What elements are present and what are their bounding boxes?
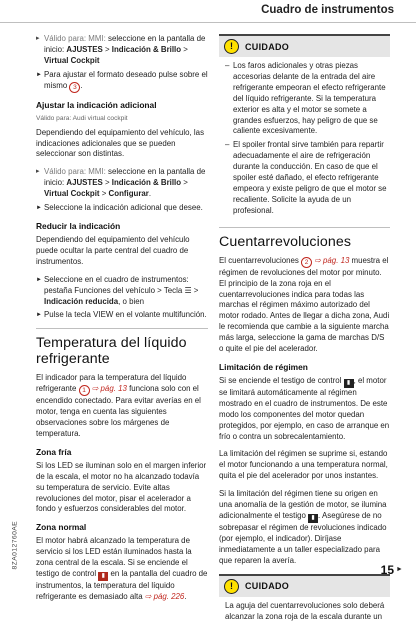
document-code-text: 8ZA012760AE — [11, 520, 19, 570]
page-link[interactable]: ⇨ pág. 13 — [312, 255, 350, 265]
menu-key-icon: ☰ — [184, 285, 192, 295]
separator: > — [102, 44, 112, 54]
page-header-title: Cuadro de instrumentos — [261, 4, 394, 16]
normal-paragraph — [36, 536, 208, 603]
continue-arrow-icon: ► — [396, 566, 403, 573]
menu-path-reducida: Indicación reducida — [44, 296, 119, 306]
right-column — [219, 34, 390, 632]
reducir-paragraph: Dependiendo del equipamiento del vehículo puede ocultar la parte central del cuadro de instrumentos. — [36, 234, 190, 266]
ajustar-validity: Válido para: Audi virtual cockpit — [36, 114, 128, 122]
ajustar-paragraph: Dependiendo del equipamiento del vehículo, las indicaciones adicionales que se pueden seleccionar son distintas. — [36, 127, 205, 159]
caution-header — [219, 36, 390, 57]
menu-path-cockpit: Virtual Cockpit — [44, 189, 100, 199]
menu-path-configurar: Configurar — [108, 189, 149, 199]
lim-text: , el motor se limitará automáticamente al régimen mostrado en el cuadro de instrumentos. De este modo los componentes del motor quedan protegidos, por ejemplo, en caso de arranque en frío o contra un sobrecalentamiento. — [219, 375, 390, 441]
heading-temperatura: Temperatura del líquido refrigerante — [36, 328, 208, 367]
caution-body — [219, 57, 390, 217]
caution-title: CUIDADO — [245, 41, 290, 52]
menu-path-brillo: Indicación & Brillo — [111, 44, 182, 54]
tacho-text: El cuentarrevoluciones — [219, 255, 302, 265]
menu-path-ajustes: AJUSTES — [66, 178, 103, 188]
step-tail: , o bien — [118, 296, 144, 306]
heading-reducir: Reducir la indicación — [36, 220, 121, 231]
temp-text: El indicador para la temperatura del líquido refrigerante — [36, 373, 187, 394]
separator: > — [99, 189, 109, 199]
validity-mmi-1 — [36, 34, 208, 67]
heading-zona-fria: Zona fría — [36, 446, 72, 457]
menu-path-brillo: Indicación & Brillo — [111, 178, 182, 188]
exclamation-warning-icon: ! — [224, 579, 239, 594]
separator: > — [191, 285, 199, 295]
step-text: Para ajustar el formato deseado pulse sobre el mismo — [44, 69, 208, 90]
fria-paragraph: Si los LED se iluminan solo en el margen inferior de la escala, el motor no ha alcanzado todavía su temperatura de servicio. Evite altas revoluciones del motor, pisar el acelerador a fondo y esfuerzos considerables del motor. — [36, 460, 207, 514]
lim-text: . Asegúrese de no sobrepasar el régimen de revoluciones indicado (por ejemplo, el indicador). Diríjase inmediatamente a un taller especializado para que reparen la avería. — [219, 511, 387, 565]
caution-box-1 — [219, 34, 390, 217]
caution-body — [219, 597, 390, 623]
validity-prefix: Válido para: MMI: — [44, 167, 109, 177]
caution-item: – Los faros adicionales y otras piezas accesorias delante de la entrada del aire refrigerante empeoran el efecto refrigerante del líquido refrigerante. Si la temperatura exterior es alta y el motor se somete a grandes esfuerzos, hay peligro de que se caliente excesivamente. — [225, 61, 388, 137]
step-select-indication: ► Seleccione la indicación adicional que desee. — [36, 203, 208, 214]
callout-ref-2: 2 — [301, 257, 312, 268]
menu-path-ajustes: AJUSTES — [66, 44, 103, 54]
validity-text: seleccione en la pantalla de inicio: — [44, 167, 206, 188]
callout-ref-1: 1 — [79, 385, 90, 396]
callout-ref-3: 3 — [69, 82, 80, 93]
caution-item: – El spoiler frontal sirve también para repartir adecuadamente el aire de refrigeración durante la conducción. En caso de que el spoiler esté dañado, el efecto refrigerante empeora y existe peligro de que el motor se recaliente. Solicite la ayuda de un profesional. — [225, 140, 388, 216]
header-bar — [0, 0, 416, 23]
separator: > — [181, 44, 188, 54]
page-link[interactable]: ⇨ pág. 226 — [144, 592, 185, 601]
normal-text: . — [184, 592, 187, 601]
engine-management-icon: ▮ — [308, 514, 318, 523]
heading-zona-normal: Zona normal — [36, 522, 87, 533]
menu-path-cockpit: Virtual Cockpit — [44, 55, 100, 65]
caution-box-2 — [219, 574, 390, 623]
limitacion-paragraph-3 — [219, 489, 390, 566]
step-view-button: ► Pulse la tecla VIEW en el volante multifunción. — [36, 310, 208, 321]
caution-header — [219, 576, 390, 597]
separator: > — [181, 178, 188, 188]
limitacion-paragraph — [219, 376, 390, 443]
rpm-limit-icon: ▮ — [344, 379, 354, 388]
step-text: Seleccione en el cuadro de instrumentos: pestaña Funciones del vehículo > Tecla — [44, 274, 189, 295]
validity-text: seleccione en la pantalla de inicio: — [44, 34, 206, 54]
heading-ajustar: Ajustar la indicación adicional — [36, 99, 157, 110]
step-reduce-indication — [36, 275, 208, 308]
separator: > — [102, 178, 112, 188]
normal-text: El motor habrá alcanzado la temperatura de servicio si los LED están iluminados hasta la zona central de la escala. Si se enciende el testigo de control — [36, 536, 192, 579]
lim-text: Si la limitación del régimen tiene su origen en una anomalía de la gestión de motor, se ilumina adicionalmente el testigo — [219, 489, 387, 520]
lim-text: Si se enciende el testigo de control — [219, 375, 344, 385]
page-link[interactable]: ⇨ pág. 13 — [89, 384, 127, 394]
heading-limitacion: Limitación de régimen — [219, 361, 308, 372]
document-code — [10, 505, 20, 569]
tachometer-paragraph — [219, 256, 390, 355]
validity-mmi-2: ▸ Válido para: MMI: seleccione en la pantalla de inicio: AJUSTES > Indicación & Brillo > Virtual Cockpit > Configurar. — [36, 167, 208, 200]
validity-prefix: Válido para: MMI: — [44, 34, 109, 43]
tacho-text: muestra el régimen de revoluciones del motor por minuto. El principio de la zona roja en el cuentarrevoluciones indica para todas las marchas el régimen máximo autorizado del motor rodado. Antes de llegar a dicha zona, Audi le recomienda que cambie a la siguiente marcha más larga, seleccione la gama de marchas D/S o quite el pie del acelerador. — [219, 255, 390, 354]
limitacion-paragraph-2: La limitación del régimen se suprime si, estando el motor funcionando a una temperatura normal, quita el pie del acelerador por unos instantes. — [219, 449, 388, 481]
exclamation-warning-icon: ! — [224, 39, 239, 54]
temp-paragraph — [36, 373, 208, 440]
normal-text: en la pantalla del cuadro de instrumentos, la temperatura del líquido refrigerante es demasiado alta — [36, 569, 208, 601]
coolant-warning-icon: ▮ — [98, 572, 108, 581]
caution-title: CUIDADO — [245, 581, 290, 592]
caution-text: La aguja del cuentarrevoluciones solo deberá alcanzar la zona roja de la escala durante un — [225, 600, 385, 621]
temp-text: funciona solo con el encendido conectado. Para evitar averías en el motor, tenga en cuenta las siguientes observaciones sobre los márgenes de temperatura. — [36, 384, 201, 438]
page-number: 15 — [380, 563, 394, 577]
heading-cuentarrevoluciones: Cuentarrevoluciones — [219, 227, 390, 250]
step-adjust-format: ► Para ajustar el formato deseado pulse sobre el mismo 3 . — [36, 70, 208, 93]
left-column — [36, 34, 208, 610]
